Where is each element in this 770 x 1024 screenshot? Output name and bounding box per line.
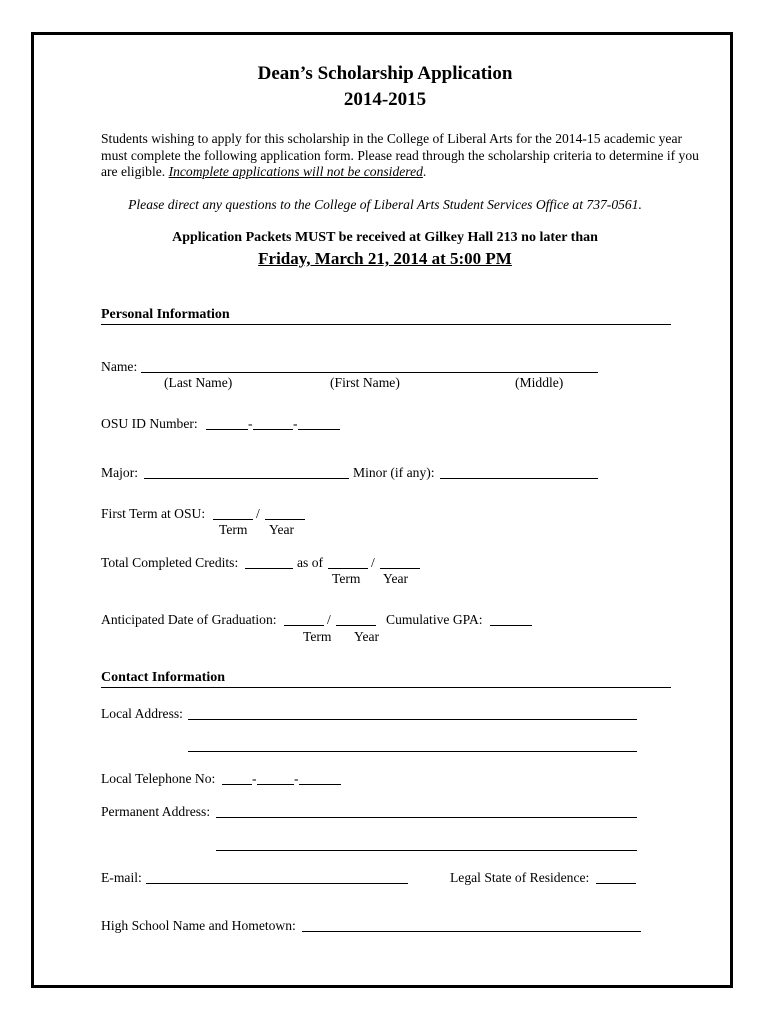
local-phone-field-2[interactable] [257,772,294,785]
email-field[interactable] [146,871,408,884]
intro-text: Students wishing to apply for this scholarship in the College of Liberal Arts for the 2014-15 academic year must complete the following application form. Please read through the scholarship criteria to determine if you are eligible. [101,131,699,179]
high-school-label: High School Name and Hometown: [101,918,296,933]
intro-emphasis: Incomplete applications will not be considered [168,164,423,179]
questions-note: Please direct any questions to the College of Liberal Arts Student Services Office at 737-0561. [128,197,642,212]
first-term-year-caption: Year [269,522,295,537]
local-address-field-1[interactable] [188,707,637,720]
local-phone-field-1[interactable] [222,772,252,785]
local-phone-dash-1: - [252,771,257,786]
graduation-label: Anticipated Date of Graduation: [101,612,277,627]
form-year: 2014-2015 [343,89,427,110]
local-address-label: Local Address: [101,706,183,721]
credits-year-field[interactable] [380,556,420,569]
osu-id-label: OSU ID Number: [101,416,198,431]
osu-id-field-2[interactable] [253,417,293,430]
permanent-address-field-2[interactable] [216,838,637,851]
permanent-address-field-1[interactable] [216,805,637,818]
local-phone-field-3[interactable] [299,772,341,785]
minor-label: Minor (if any): [353,465,435,480]
local-phone-label: Local Telephone No: [101,771,216,786]
credits-term-field[interactable] [328,556,368,569]
first-term-slash: / [256,506,260,521]
middle-caption: (Middle) [515,375,564,390]
personal-info-heading: Personal Information [101,307,230,322]
contact-info-rule [101,687,671,688]
gpa-field[interactable] [490,613,532,626]
deadline-date: Friday, March 21, 2014 at 5:00 PM [258,249,512,268]
contact-info-heading: Contact Information [101,670,226,685]
name-label: Name: [101,359,138,374]
permanent-address-label: Permanent Address: [101,804,211,819]
deadline-line1: Application Packets MUST be received at Gilkey Hall 213 no later than [172,230,598,245]
graduation-term-caption: Term [303,629,332,644]
legal-state-field[interactable] [596,871,636,884]
gpa-label: Cumulative GPA: [386,612,483,627]
major-label: Major: [101,465,138,480]
credits-label: Total Completed Credits: [101,555,239,570]
osu-id-dash-1: - [248,416,253,431]
last-name-caption: (Last Name) [164,375,233,390]
minor-field[interactable] [440,466,598,479]
first-term-term-caption: Term [219,522,248,537]
graduation-year-field[interactable] [336,613,376,626]
name-field[interactable] [141,360,598,373]
first-term-year-field[interactable] [265,507,305,520]
osu-id-field-3[interactable] [298,417,340,430]
graduation-year-caption: Year [354,629,380,644]
intro-end: . [422,164,427,179]
intro-paragraph [101,131,701,181]
major-field[interactable] [144,466,349,479]
graduation-slash: / [327,612,331,627]
credits-term-caption: Term [332,571,361,586]
high-school-field[interactable] [302,919,641,932]
credits-as-of: as of [297,555,324,570]
first-term-label: First Term at OSU: [101,506,206,521]
form-title: Dean’s Scholarship Application [257,63,513,84]
legal-state-label: Legal State of Residence: [450,870,590,885]
local-address-field-2[interactable] [188,739,637,752]
first-name-caption: (First Name) [330,375,400,390]
local-phone-dash-2: - [294,771,299,786]
osu-id-field-1[interactable] [206,417,248,430]
first-term-term-field[interactable] [213,507,253,520]
osu-id-dash-2: - [293,416,298,431]
personal-info-rule [101,324,671,325]
credits-slash: / [371,555,375,570]
credits-field[interactable] [245,556,293,569]
graduation-term-field[interactable] [284,613,324,626]
email-label: E-mail: [101,870,142,885]
credits-year-caption: Year [383,571,409,586]
